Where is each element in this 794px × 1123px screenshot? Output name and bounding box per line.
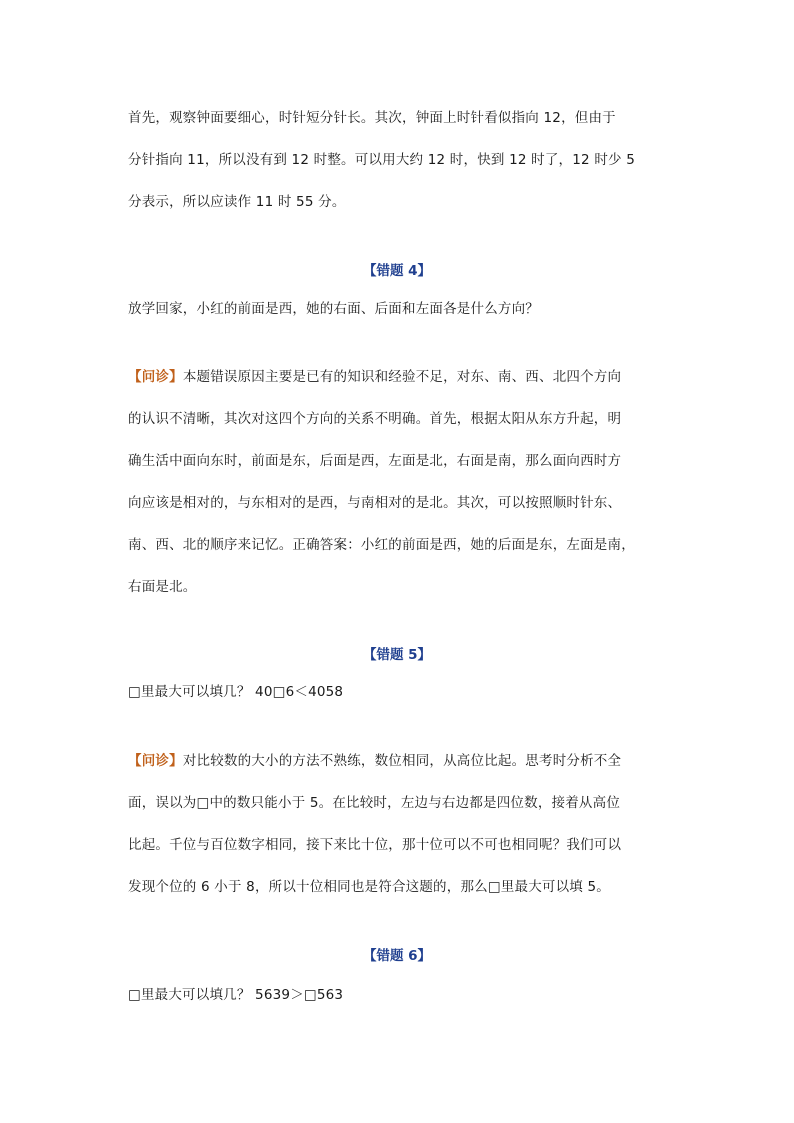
diagnosis-line: 面，误以为□中的数只能小于 5。在比较时，左边与右边都是四位数，接着从高位 [128, 795, 621, 811]
question-text: 放学回家，小红的前面是西，她的右面、后面和左面各是什么方向？ [128, 301, 539, 317]
diagnosis-line [128, 356, 668, 398]
q6-heading: 【错题 6】 [362, 948, 432, 964]
intro-line: 分针指向 11，所以没有到 12 时整。可以用大约 12 时，快到 12 时了，12 时少 5 [128, 152, 636, 168]
intro-line: 首先，观察钟面要细心，时针短分针长。其次，钟面上时针看似指向 12，但由于 [128, 110, 616, 126]
diagnosis-line: 比起。千位与百位数字相同，接下来比十位，那十位可以不可也相同呢？我们可以 [128, 837, 622, 853]
question-text: □里最大可以填几？ 40□6＜4058 [128, 684, 344, 700]
intro-paragraph [128, 97, 668, 223]
diagnosis-text: 对比较数的大小的方法不熟练，数位相同，从高位比起。思考时分析不全 [182, 753, 622, 769]
diagnosis-line: 右面是北。 [128, 579, 197, 595]
diagnosis-tag: 【问诊】 [128, 369, 183, 385]
q4-diagnosis [128, 356, 668, 608]
intro-line: 分表示，所以应读作 11 时 55 分。 [128, 194, 346, 210]
diagnosis-line [128, 740, 668, 782]
diagnosis-line: 南、西、北的顺序来记忆。正确答案：小红的前面是西，她的后面是东，左面是南， [128, 537, 635, 553]
diagnosis-line: 确生活中面向东时，前面是东，后面是西，左面是北，右面是南，那么面向西时方 [128, 453, 622, 469]
q5-question [128, 671, 668, 713]
diagnosis-line: 的认识不清晰，其次对这四个方向的关系不明确。首先，根据太阳从东方升起，明 [128, 411, 622, 427]
diagnosis-line: 发现个位的 6 小于 8，所以十位相同也是符合这题的，那么□里最大可以填 5。 [128, 879, 610, 895]
q5-diagnosis [128, 740, 668, 908]
q6-question [128, 974, 668, 1016]
diagnosis-text: 本题错误原因主要是已有的知识和经验不足，对东、南、西、北四个方向 [182, 369, 622, 385]
q4-question [128, 288, 668, 330]
q5-heading: 【错题 5】 [362, 647, 432, 663]
question-text: □里最大可以填几？ 5639＞□563 [128, 987, 344, 1003]
q4-heading: 【错题 4】 [362, 263, 432, 279]
diagnosis-tag: 【问诊】 [128, 753, 183, 769]
diagnosis-line: 向应该是相对的，与东相对的是西，与南相对的是北。其次，可以按照顺时针东、 [128, 495, 622, 511]
